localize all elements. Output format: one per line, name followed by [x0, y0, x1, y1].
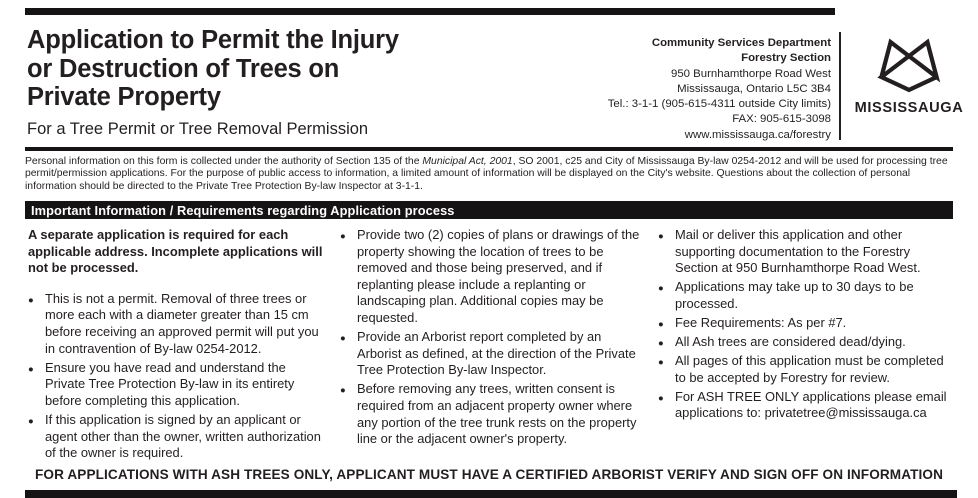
- bullet-item: ● For ASH TREE ONLY applications please email applications to: privatetree@mississauga.ca: [658, 389, 956, 422]
- city-logo: [848, 36, 970, 116]
- header-vertical-divider: [839, 32, 841, 140]
- page-title: [27, 26, 399, 112]
- title-line: Application to Permit the Injury: [27, 26, 399, 54]
- intro-note: A separate application is required for each applicable address. Incomplete applications will not be processed.: [28, 227, 323, 276]
- bullet-item: ● Before removing any trees, written consent is required from an adjacent property owner where any portion of the tree trunk rests on the property line or the adjacent owner's property.: [340, 381, 644, 447]
- mississauga-wordmark: MISSISSAUGA: [854, 100, 964, 116]
- contact-fax: FAX: 905-615-3098: [732, 113, 831, 126]
- title-line: or Destruction of Trees on: [27, 54, 340, 83]
- top-rule-bar: [25, 8, 835, 15]
- bullet-item: ● All Ash trees are considered dead/dying.: [658, 334, 956, 351]
- privacy-text-part1: Personal information on this form is collected under the authority of Section 135 of the: [25, 156, 423, 167]
- bullet-item: ● If this application is signed by an applicant or agent other than the owner, written authorization of the owner is required.: [28, 412, 326, 462]
- bullet-item: ● Fee Requirements: As per #7.: [658, 315, 956, 332]
- footer-notice: FOR APPLICATIONS WITH ASH TREES ONLY, APPLICANT MUST HAVE A CERTIFIED ARBORIST VERIFY AND SIGN OFF ON INFORMATION: [35, 467, 943, 482]
- privacy-notice: [25, 156, 953, 193]
- contact-phone: Tel.: 3-1-1 (905-615-4311 outside City limits): [607, 98, 831, 111]
- column-1: [28, 227, 340, 464]
- bullet-item: ● Provide an Arborist report completed by an Arborist as defined, at the direction of the Private Tree Protection By-law Inspector.: [340, 329, 644, 379]
- contact-address-line2: Mississauga, Ontario L5C 3B4: [677, 82, 831, 95]
- contact-address-line1: 950 Burnhamthorpe Road West: [671, 67, 831, 80]
- bullet-item: ● Mail or deliver this application and other supporting documentation to the Forestry Section at 950 Burnhamthorpe Road West.: [658, 227, 956, 277]
- contact-section: Forestry Section: [741, 52, 831, 65]
- column-3: [658, 227, 956, 464]
- bullet-item: ● Applications may take up to 30 days to be processed.: [658, 279, 956, 312]
- bottom-rule-bar: [25, 490, 957, 498]
- section-header-bar: [25, 201, 953, 219]
- privacy-text-italic: Municipal Act, 2001: [422, 156, 513, 167]
- section-title: Important Information / Requirements regarding Application process: [31, 203, 455, 218]
- column-2: [340, 227, 658, 464]
- header-rule: [25, 147, 953, 151]
- contact-department: Community Services Department: [651, 37, 831, 49]
- bullet-list: [658, 227, 956, 422]
- page-title-block: [27, 26, 399, 139]
- title-line: Private Property: [27, 83, 221, 111]
- bullet-item: ● Provide two (2) copies of plans or drawings of the property showing the location of trees to be removed and those being preserved, and if replanting please include a replanting or landscaping plan. Additional copies may be requested.: [340, 227, 644, 327]
- privacy-text-part2: , SO 2001, c25 and City of Mississauga By-law 0254-2012 and will be used for processing tree permit/permission applications. For the purpose of public access to information, a limited amount of information will be displayed on the City's website. Questions about the collection of personal information should be directed to the Private Tree Protection By-law Inspector at 3-1-1.: [25, 156, 948, 192]
- bullet-item: ● This is not a permit. Removal of three trees or more each with a diameter greater than 15 cm before receiving an approved permit will put you in contravention of By-law 0254-2012.: [28, 291, 326, 357]
- bullet-item: ● All pages of this application must be completed to be accepted by Forestry for review.: [658, 353, 956, 386]
- bullet-list: [340, 227, 644, 448]
- bullet-list: [28, 291, 326, 462]
- info-columns: [28, 227, 956, 464]
- mississauga-m-logo-icon: [863, 36, 955, 96]
- contact-website: www.mississauga.ca/forestry: [684, 128, 831, 141]
- page-subtitle: For a Tree Permit or Tree Removal Permission: [27, 119, 369, 138]
- contact-block: [608, 36, 831, 143]
- bullet-item: ● Ensure you have read and understand the Private Tree Protection By-law in its entirety before completing this application.: [28, 360, 326, 410]
